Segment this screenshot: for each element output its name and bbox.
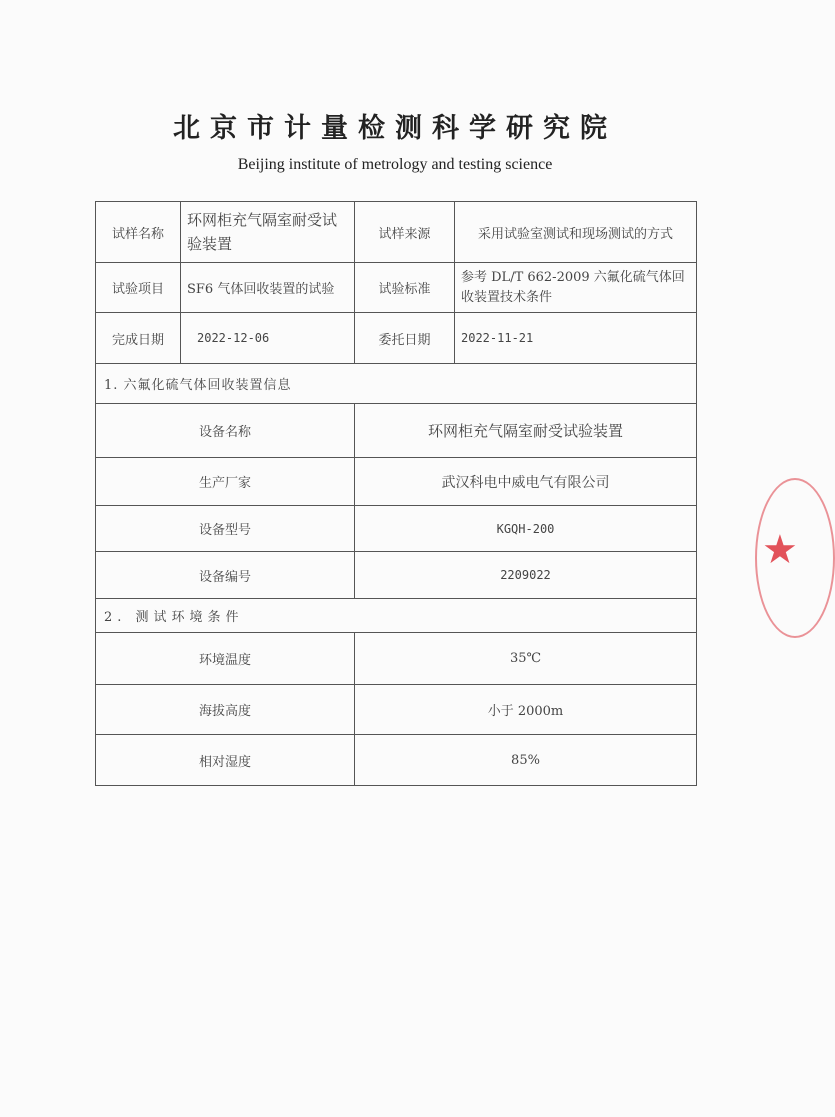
test-standard-label: 试验标准 [355, 263, 455, 313]
sample-source-label: 试样来源 [355, 202, 455, 263]
table-row [96, 458, 697, 506]
altitude-label: 海拔高度 [96, 685, 355, 735]
device-name-value: 环网柜充气隔室耐受试验装置 [355, 404, 697, 458]
humidity-value: 85% [355, 735, 697, 786]
test-item-value: SF6 气体回收装置的试验 [181, 263, 355, 313]
sample-name-value: 环网柜充气隔室耐受试验装置 [181, 202, 355, 263]
table-row [96, 735, 697, 786]
table-row [96, 313, 697, 364]
completion-date-value: 2022-12-06 [181, 313, 355, 364]
device-name-label: 设备名称 [96, 404, 355, 458]
sample-source-value: 采用试验室测试和现场测试的方式 [455, 202, 697, 263]
commission-date-label: 委托日期 [355, 313, 455, 364]
table-row [96, 364, 697, 404]
completion-date-label: 完成日期 [96, 313, 181, 364]
institute-subtitle: Beijing institute of metrology and testing science [237, 156, 553, 173]
table-row [96, 263, 697, 313]
test-info-table [95, 201, 697, 786]
manufacturer-label: 生产厂家 [96, 458, 355, 506]
table-row [96, 506, 697, 552]
device-section-heading: 1. 六氟化硫气体回收装置信息 [96, 364, 697, 404]
device-serial-label: 设备编号 [96, 552, 355, 599]
test-standard-value: 参考 DL/T 662-2009 六氟化硫气体回收装置技术条件 [455, 263, 697, 313]
sample-name-label: 试样名称 [96, 202, 181, 263]
table-row [96, 633, 697, 685]
table-row [96, 404, 697, 458]
table-row [96, 552, 697, 599]
altitude-value: 小于 2000m [355, 685, 697, 735]
table-row [96, 599, 697, 633]
ambient-temp-label: 环境温度 [96, 633, 355, 685]
device-model-value: KGQH-200 [355, 506, 697, 552]
seal-star-icon: ★ [762, 527, 798, 573]
institute-title: 北京市计量检测科学研究院 [173, 113, 617, 144]
table-row [96, 685, 697, 735]
device-model-label: 设备型号 [96, 506, 355, 552]
manufacturer-value: 武汉科电中威电气有限公司 [355, 458, 697, 506]
ambient-temp-value: 35℃ [355, 633, 697, 685]
device-serial-value: 2209022 [355, 552, 697, 599]
table-row [96, 202, 697, 263]
humidity-label: 相对湿度 [96, 735, 355, 786]
test-item-label: 试验项目 [96, 263, 181, 313]
env-section-heading: 2. 测试环境条件 [96, 599, 697, 633]
commission-date-value: 2022-11-21 [455, 313, 697, 364]
